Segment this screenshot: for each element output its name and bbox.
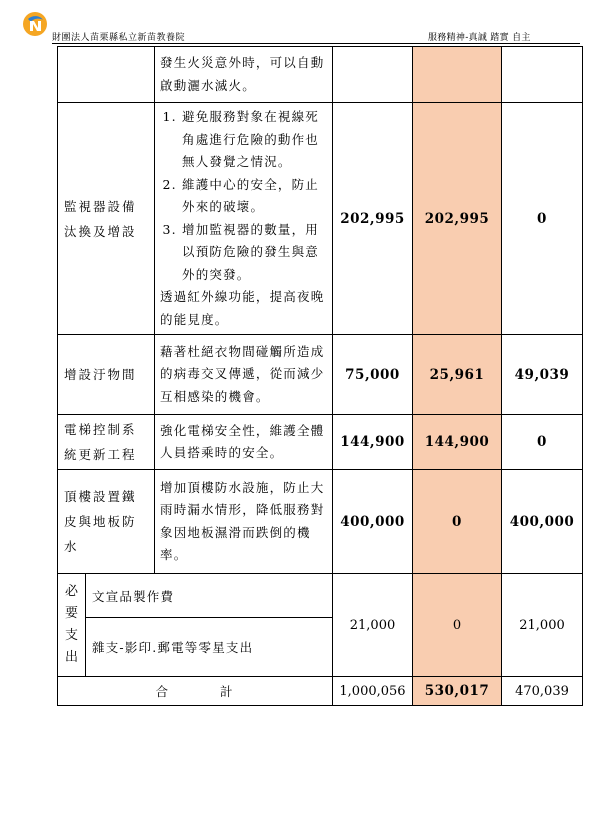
self-fund-amount (502, 47, 583, 103)
budget-amount: 400,000 (333, 470, 413, 574)
item-name: 監視器設備汰換及增設 (58, 103, 155, 335)
budget-amount: 144,900 (333, 415, 413, 470)
table-row (58, 47, 583, 103)
budget-amount: 75,000 (333, 335, 413, 415)
subsidy-amount: 144,900 (413, 415, 502, 470)
item-description (155, 103, 333, 335)
list-item: 1. 避免服務對象在視線死角處進行危險的動作也無人發覺之情況。 (182, 106, 328, 174)
subsidy-amount: 202,995 (413, 103, 502, 335)
budget-table (57, 46, 583, 706)
total-label: 合 計 (58, 677, 333, 706)
list-item: 3. 增加監視器的數量，用以預防危險的發生與意外的突發。 (182, 219, 328, 287)
table-row (58, 335, 583, 415)
total-budget: 1,000,056 (333, 677, 413, 706)
item-description: 強化電梯安全性，維護全體人員搭乘時的安全。 (155, 415, 333, 470)
item-name: 增設汙物間 (58, 335, 155, 415)
organization-logo (22, 11, 48, 37)
item-description: 發生火災意外時，可以自動啟動灑水滅火。 (155, 47, 333, 103)
table-row (58, 415, 583, 470)
item-description: 藉著杜絕衣物間碰觸所造成的病毒交叉傳遞，從而減少互相感染的機會。 (155, 335, 333, 415)
self-fund-amount: 0 (502, 415, 583, 470)
subsidy-amount (413, 47, 502, 103)
table-row (58, 103, 583, 335)
required-expense-label: 必 要 支 出 (58, 574, 86, 677)
self-fund-amount: 49,039 (502, 335, 583, 415)
total-subsidy: 530,017 (413, 677, 502, 706)
budget-amount (333, 47, 413, 103)
total-row (58, 677, 583, 706)
item-name: 頂樓設置鐵皮與地板防水 (58, 470, 155, 574)
budget-amount: 21,000 (333, 574, 413, 677)
expense-item: 雜支-影印.郵電等零星支出 (86, 618, 333, 677)
item-name: 電梯控制系統更新工程 (58, 415, 155, 470)
description-note: 透過紅外線功能，提高夜晚的能見度。 (160, 289, 325, 327)
subsidy-amount: 0 (413, 470, 502, 574)
subsidy-amount: 25,961 (413, 335, 502, 415)
self-fund-amount: 400,000 (502, 470, 583, 574)
item-name (58, 47, 155, 103)
expense-item: 文宣品製作費 (86, 574, 333, 618)
table-row (58, 574, 583, 618)
budget-amount: 202,995 (333, 103, 413, 335)
total-self-fund: 470,039 (502, 677, 583, 706)
item-description: 增加頂樓防水設施，防止大雨時漏水情形，降低服務對象因地板濕滑而跌倒的機率。 (155, 470, 333, 574)
organization-name: 財團法人苗栗縣私立新苗教養院 (52, 33, 186, 43)
service-slogan: 服務精神-真誠 踏實 自主 (428, 33, 531, 43)
self-fund-amount: 21,000 (502, 574, 583, 677)
description-list (160, 106, 328, 286)
table-row (58, 470, 583, 574)
header-divider (52, 43, 580, 44)
list-item: 2. 維護中心的安全，防止外來的破壞。 (182, 174, 328, 219)
subsidy-amount: 0 (413, 574, 502, 677)
self-fund-amount: 0 (502, 103, 583, 335)
